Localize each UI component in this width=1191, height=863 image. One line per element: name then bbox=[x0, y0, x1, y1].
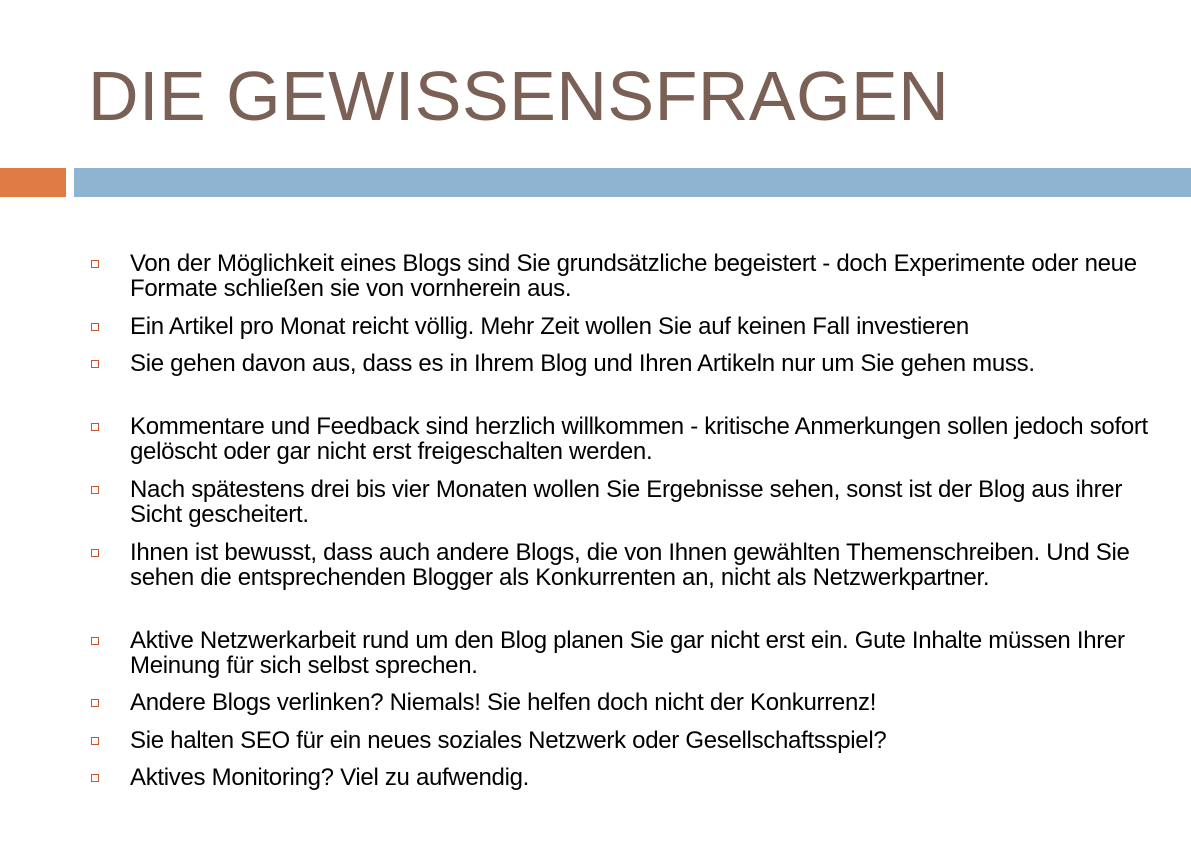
bullet-text: Nach spätestens drei bis vier Monaten wollen Sie Ergebnisse sehen, sonst ist der Blog aus ihrer Sicht gescheitert. bbox=[130, 476, 1123, 528]
slide-title: DIE GEWISSENSFRAGEN bbox=[88, 57, 950, 135]
bullet-item bbox=[90, 314, 1150, 340]
hollow-square-icon bbox=[90, 477, 130, 503]
hollow-square-icon bbox=[90, 251, 130, 277]
bullet-text: Andere Blogs verlinken? Niemals! Sie helfen doch nicht der Konkurrenz! bbox=[130, 689, 877, 716]
bullet-text: Sie halten SEO für ein neues soziales Netzwerk oder Gesellschaftsspiel? bbox=[130, 727, 887, 754]
bullet-text: Von der Möglichkeit eines Blogs sind Sie grundsätzliche begeistert - doch Experimente oder neue Formate schließen sie von vornherein aus. bbox=[130, 250, 1137, 302]
bullet-item bbox=[90, 765, 1150, 791]
bullet-item bbox=[90, 628, 1150, 678]
bullet-text: Aktives Monitoring? Viel zu aufwendig. bbox=[130, 764, 530, 791]
bullet-text: Sie gehen davon aus, dass es in Ihrem Blog und Ihren Artikeln nur um Sie gehen muss. bbox=[130, 350, 1035, 377]
bullet-item bbox=[90, 728, 1150, 754]
hollow-square-icon bbox=[90, 540, 130, 566]
bullet-item bbox=[90, 251, 1150, 301]
hollow-square-icon bbox=[90, 628, 130, 654]
bullet-text: Kommentare und Feedback sind herzlich willkommen - kritische Anmerkungen sollen jedoch sofort gelöscht oder gar nicht erst freigeschalten werden. bbox=[130, 413, 1148, 465]
bullet-item bbox=[90, 690, 1150, 716]
bullet-item bbox=[90, 477, 1150, 527]
bullet-text: Ein Artikel pro Monat reicht völlig. Mehr Zeit wollen Sie auf keinen Fall investieren bbox=[130, 313, 969, 340]
hollow-square-icon bbox=[90, 351, 130, 377]
hollow-square-icon bbox=[90, 690, 130, 716]
bullet-text: Aktive Netzwerkarbeit rund um den Blog planen Sie gar nicht erst ein. Gute Inhalte müssen Ihrer Meinung für sich selbst sprechen. bbox=[130, 627, 1125, 679]
hollow-square-icon bbox=[90, 414, 130, 440]
hollow-square-icon bbox=[90, 314, 130, 340]
bullet-item bbox=[90, 414, 1150, 464]
hollow-square-icon bbox=[90, 728, 130, 754]
bullet-item bbox=[90, 540, 1150, 590]
bullet-item bbox=[90, 351, 1150, 377]
hollow-square-icon bbox=[90, 765, 130, 791]
bullet-text: Ihnen ist bewusst, dass auch andere Blogs, die von Ihnen gewählten Themenschreiben. Und Sie sehen die entsprechenden Blogger als Konkurrenten an, nicht als Netzwerkpartner. bbox=[130, 539, 1130, 591]
